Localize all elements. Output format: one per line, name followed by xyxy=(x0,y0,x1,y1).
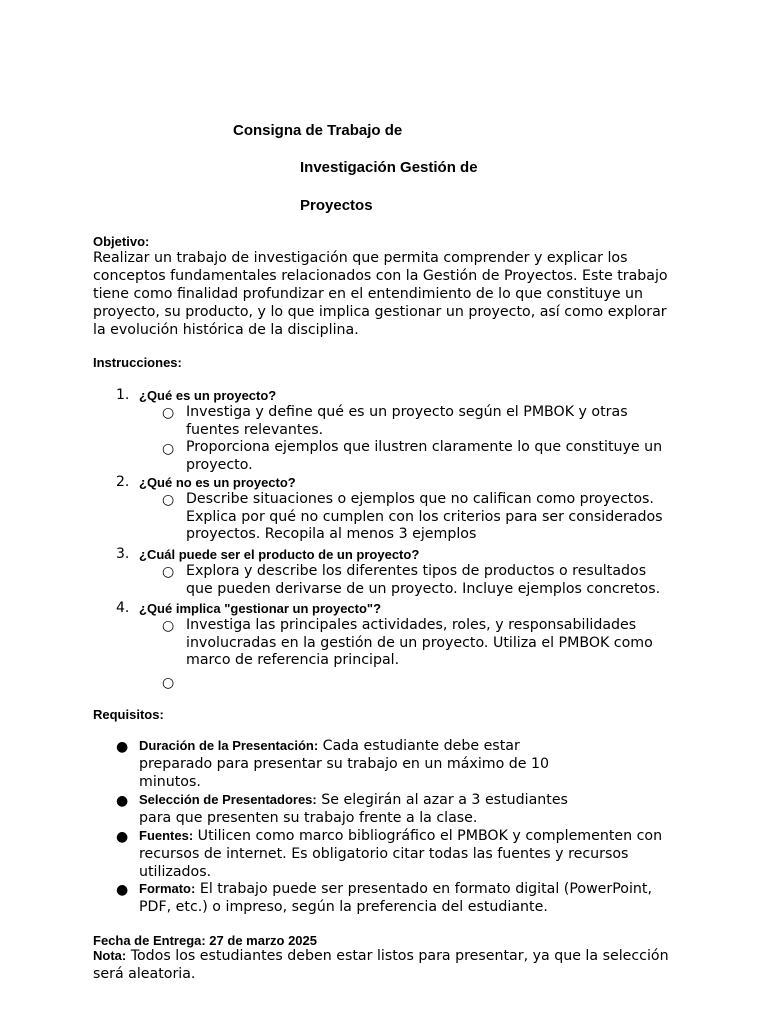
sub-item-line: Proporciona ejemplos que ilustren claramente lo que constituye un xyxy=(186,439,663,455)
objective-line: proyecto, su producto, y lo que implica gestionar un proyecto, así como explorar xyxy=(93,304,667,320)
sub-item-line: Investiga las principales actividades, roles, y responsabilidades xyxy=(186,617,637,633)
requirement-line: para que presenten su trabajo frente a la clase. xyxy=(139,810,478,826)
requirement-text: El trabajo puede ser presentado en formato digital (PowerPoint, xyxy=(195,881,652,897)
hollow-bullet-icon: ○ xyxy=(162,405,175,421)
requirement-label: Selección de Presentadores: xyxy=(139,792,317,807)
sub-item-line: proyecto. xyxy=(186,456,253,473)
requirement-label: Fuentes: xyxy=(139,828,194,843)
item-number: 3. xyxy=(116,546,130,562)
item-number: 1. xyxy=(116,387,130,403)
title-line-2: Investigación Gestión de xyxy=(300,159,478,176)
sub-item xyxy=(186,491,686,544)
requirement-text: Se elegirán al azar a 3 estudiantes xyxy=(316,792,568,808)
requirement-item xyxy=(139,880,652,916)
requirement-label: Formato: xyxy=(139,881,196,896)
requirement-line: minutos. xyxy=(139,774,201,790)
objective-line: tiene como finalidad profundizar en el entendimiento de lo que constituye un xyxy=(93,286,644,302)
requirement-line: preparado para presentar su trabajo en un máximo de 10 xyxy=(139,756,550,772)
requirement-line: utilizados. xyxy=(139,864,212,880)
requirements-label: Requisitos: xyxy=(93,707,164,722)
sub-item-line: Explora y describe los diferentes tipos de productos o resultados xyxy=(186,563,647,579)
sub-item xyxy=(186,439,686,474)
sub-item-line: Describe situaciones o ejemplos que no califican como proyectos. xyxy=(186,491,654,507)
note-line: será aleatoria. xyxy=(93,966,196,982)
sub-item-line: Investiga y define qué es un proyecto según el PMBOK y otras xyxy=(186,404,628,420)
due-date: Fecha de Entrega: 27 de marzo 2025 xyxy=(93,933,317,948)
filled-bullet-icon: ● xyxy=(116,739,129,755)
note xyxy=(93,947,669,983)
objective-text xyxy=(93,249,668,339)
requirement-line: PDF, etc.) o impreso, según la preferencia del estudiante. xyxy=(139,899,548,915)
note-label: Nota: xyxy=(93,948,127,963)
objective-line: conceptos fundamentales relacionados con la Gestión de Proyectos. Este trabajo xyxy=(93,268,668,284)
instructions-label: Instrucciones: xyxy=(93,355,182,370)
hollow-bullet-icon: ○ xyxy=(162,618,175,634)
requirement-text: Cada estudiante debe estar xyxy=(318,738,520,754)
sub-item-line: proyectos. Recopila al menos 3 ejemplos xyxy=(186,526,477,543)
sub-item-line: fuentes relevantes. xyxy=(186,421,324,438)
sub-item xyxy=(186,617,686,670)
hollow-bullet-icon: ○ xyxy=(162,564,175,580)
hollow-bullet-icon: ○ xyxy=(162,675,175,691)
title-line-1: Consigna de Trabajo de xyxy=(233,122,403,139)
question-heading: ¿Qué no es un proyecto? xyxy=(139,475,296,490)
question-heading: ¿Cuál puede ser el producto de un proyecto? xyxy=(139,547,420,562)
filled-bullet-icon: ● xyxy=(116,882,129,898)
sub-item-line: Explica por qué no cumplen con los criterios para ser considerados xyxy=(186,508,663,525)
hollow-bullet-icon: ○ xyxy=(162,492,175,508)
note-text: Todos los estudiantes deben estar listos para presentar, ya que la selección xyxy=(126,948,669,964)
sub-item xyxy=(186,404,686,439)
sub-item-line: que pueden derivarse de un proyecto. Incluye ejemplos concretos. xyxy=(186,580,661,597)
requirement-text: Utilicen como marco bibliográfico el PMBOK y complementen con xyxy=(193,828,663,844)
hollow-bullet-icon: ○ xyxy=(162,441,175,457)
objective-label: Objetivo: xyxy=(93,234,150,249)
requirement-item xyxy=(139,791,568,827)
item-number: 2. xyxy=(116,474,130,490)
filled-bullet-icon: ● xyxy=(116,829,129,845)
objective-line: Realizar un trabajo de investigación que permita comprender y explicar los xyxy=(93,250,628,266)
title-line-3: Proyectos xyxy=(300,197,373,214)
objective-line: la evolución histórica de la disciplina. xyxy=(93,322,359,338)
question-heading: ¿Qué implica "gestionar un proyecto"? xyxy=(139,601,382,616)
requirement-label: Duración de la Presentación: xyxy=(139,738,319,753)
sub-item-line: involucradas en la gestión de un proyecto. Utiliza el PMBOK como xyxy=(186,634,653,651)
requirement-line: recursos de internet. Es obligatorio citar todas las fuentes y recursos xyxy=(139,846,629,862)
sub-item-line: marco de referencia principal. xyxy=(186,652,400,669)
question-heading: ¿Qué es un proyecto? xyxy=(139,388,277,403)
filled-bullet-icon: ● xyxy=(116,793,129,809)
requirement-item xyxy=(139,827,662,881)
item-number: 4. xyxy=(116,600,130,616)
requirement-item xyxy=(139,737,549,791)
sub-item xyxy=(186,563,686,598)
